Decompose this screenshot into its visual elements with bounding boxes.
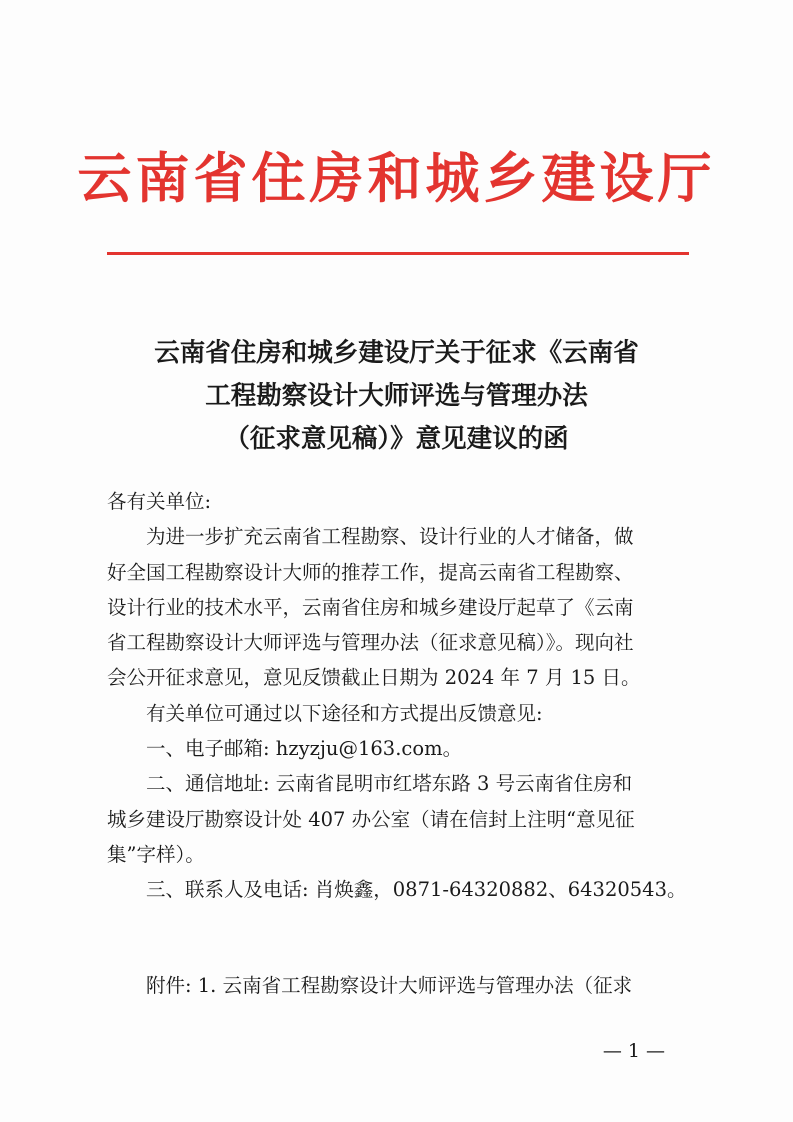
agency-masthead: 云南省住房和城乡建设厅 bbox=[77, 146, 716, 210]
paragraph-1-line: 为进一步扩充云南省工程勘察、设计行业的人才储备，做 bbox=[146, 525, 634, 549]
email-item: 一、电子邮箱: hzyzju@163.com。 bbox=[146, 737, 463, 761]
paragraph-1-line: 省工程勘察设计大师评选与管理办法（征求意见稿）》。现向社 bbox=[107, 631, 634, 655]
document-title bbox=[90, 332, 703, 461]
page-number: — 1 — bbox=[602, 1040, 665, 1062]
paragraph-1-line: 好全国工程勘察设计大师的推荐工作，提高云南省工程勘察、 bbox=[107, 560, 634, 584]
salutation: 各有关单位: bbox=[107, 490, 212, 513]
paragraph-1-line: 会公开征求意见，意见反馈截止日期为 2024 年 7 月 15 日。 bbox=[107, 666, 641, 690]
address-item-line: 城乡建设厅勘察设计处 407 办公室（请在信封上注明“意见征 bbox=[107, 807, 635, 831]
title-line-2: 工程勘察设计大师评选与管理办法 bbox=[205, 381, 588, 411]
red-divider-rule bbox=[107, 252, 689, 255]
title-line-1: 云南省住房和城乡建设厅关于征求《云南省 bbox=[154, 338, 639, 368]
paragraph-1-line: 设计行业的技术水平，云南省住房和城乡建设厅起草了《云南 bbox=[107, 595, 634, 619]
address-item-line: 二、通信地址: 云南省昆明市红塔东路 3 号云南省住房和 bbox=[146, 772, 633, 796]
document-body bbox=[107, 484, 690, 908]
attachment-line: 附件: 1. 云南省工程勘察设计大师评选与管理办法（征求 bbox=[146, 974, 633, 997]
address-item-line: 集”字样）。 bbox=[107, 842, 205, 866]
contact-item: 三、联系人及电话: 肖焕鑫，0871-64320882、64320543。 bbox=[146, 878, 687, 902]
title-line-3: （征求意见稿）》意见建议的函 bbox=[224, 424, 569, 454]
paragraph-2: 有关单位可通过以下途径和方式提出反馈意见: bbox=[146, 701, 543, 725]
